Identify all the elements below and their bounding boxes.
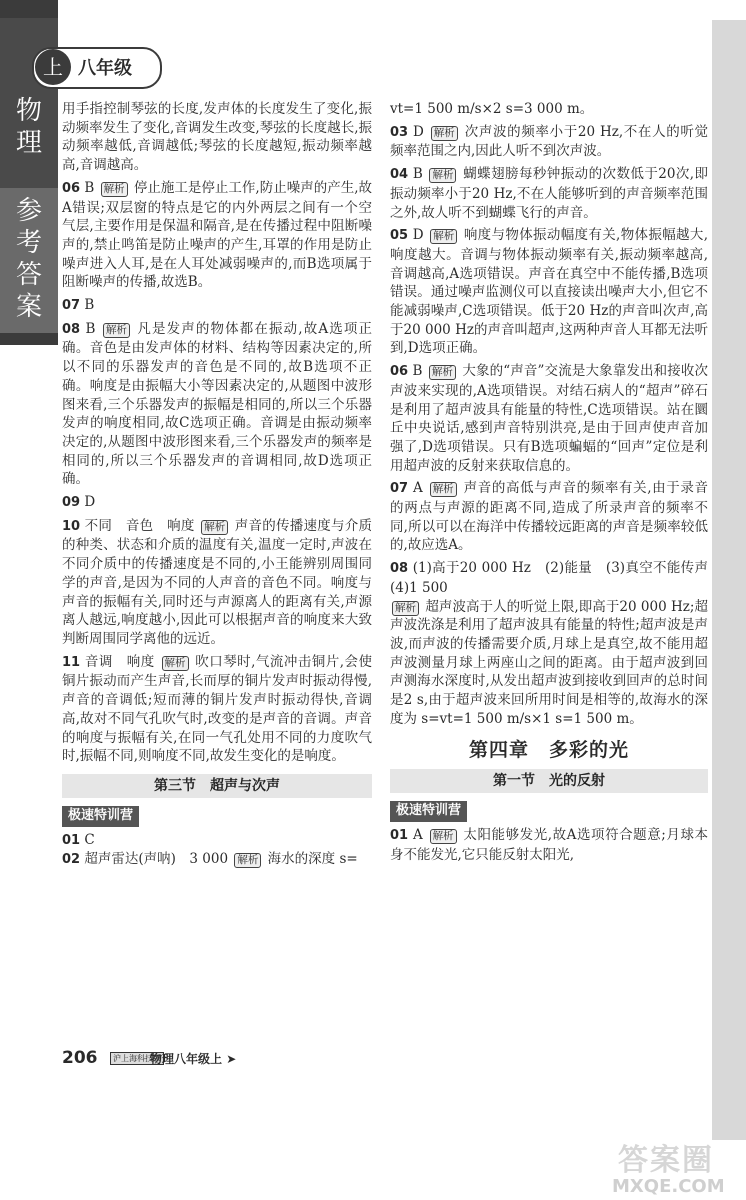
analysis-tag: 解析	[431, 126, 458, 141]
question-number: 10	[62, 518, 81, 534]
watermark-url: MXQE.COM	[612, 1176, 725, 1197]
analysis-tag: 解析	[234, 853, 261, 868]
drill-label: 极速特训营	[390, 801, 467, 822]
analysis-tag: 解析	[429, 168, 456, 183]
left-column	[62, 100, 372, 870]
analysis-text: 声音的高低与声音的频率有关,由于录音的两点与声源的距离不同,造成了所录声音的频率不同,所以可以在海洋中传播较远距离的声音是频率较低的,故应选A。	[390, 480, 708, 554]
analysis-text: 海水的深度 s=	[267, 851, 358, 868]
analysis-tag: 解析	[103, 323, 130, 338]
section-title: 第三节 超声与次声	[62, 774, 372, 798]
question-number: 08	[62, 321, 81, 337]
answer-08	[62, 320, 372, 489]
answer-choice: D	[84, 494, 96, 511]
answer-05	[390, 226, 708, 358]
book-volume: 上	[210, 1052, 223, 1066]
chapter-title: 第四章 多彩的光	[468, 738, 629, 761]
answer-choice: B	[85, 320, 96, 337]
question-number: 03	[390, 124, 409, 140]
right-column	[390, 100, 722, 864]
answer-choice: A	[413, 480, 423, 497]
page-number: 206	[62, 1048, 98, 1068]
answer-08	[390, 559, 722, 597]
analysis-tag: 解析	[430, 482, 457, 497]
section-title: 第一节 光的反射	[390, 769, 708, 793]
answer-07	[390, 479, 708, 555]
answer-09	[62, 493, 372, 513]
analysis-tag: 解析	[162, 656, 189, 671]
analysis-tag: 解析	[430, 829, 457, 844]
answer-07	[62, 296, 372, 316]
answer-choice: D	[413, 123, 424, 140]
analysis-text: 大象的“声音”交流是大象靠发出和接收次声波来实现的,A选项错误。对结石病人的“超声”碎石是利用了超声波具有能量的特性,C选项错误。站在圜丘中央说话,感到声音特别洪亮,是由于回声使声音加强了,D选项错误。只有B选项蝙蝠的“回声”定位是利用超声波的反射来获取信息的。	[390, 363, 709, 474]
question-number: 06	[62, 180, 81, 196]
analysis-tag: 解析	[201, 520, 228, 535]
answer-s02	[62, 850, 372, 870]
question-number: 06	[390, 364, 409, 380]
answer-choice: A	[412, 826, 423, 843]
answers-label: 参考答案	[15, 196, 42, 322]
question-number: 05	[390, 228, 409, 244]
question-number: 07	[62, 298, 81, 314]
subject-label: 物理	[15, 96, 42, 158]
volume-badge: 上	[35, 49, 71, 85]
analysis-tag: 解析	[430, 229, 457, 244]
analysis-text: 凡是发声的物体都在振动,故A选项正确。音色是由发声体的材料、结构等因素决定的,所以不同的乐器发声的音色是不同的,故B选项不正确。响度是由振幅大小等因素决定的,从题图中波形图来看,三个乐器发声的振幅是相同的,所以三个乐器发声的响度相同,故C选项正确。音调是由振动频率决定的,从题图中波形图来看,三个乐器发声的频率是相同的,所以三个乐器发声的音调相同,故D选项正确。	[62, 320, 373, 488]
answer-06	[390, 362, 708, 475]
question-number: 09	[62, 495, 81, 511]
grade-label: 八年级	[78, 58, 132, 79]
analysis-text: 蝴蝶翅膀每秒钟振动的次数低于20次,即振动频率小于20 Hz,不在人能够听到的声音频率范围之外,故人听不到蝴蝶飞行的声音。	[390, 166, 709, 221]
question-number: 01	[62, 832, 81, 848]
answer-choice: B	[412, 363, 423, 380]
answer-s01	[62, 831, 372, 851]
analysis-text: 声音的传播速度与介质的种类、状态和介质的温度有关,温度一定时,声波在不同介质中的传播速度是不同的,小王能辨别周围同学的声音,是因为不同的人声音的音色不同。响度与声音的振幅有关,同时还与声源离人的距离有关,声源离人越远,响度越小,因此可以根据声音的响度来大致判断周围同学离他的远近。	[62, 517, 373, 647]
drill-label: 极速特训营	[62, 806, 139, 827]
question-number: 02	[62, 852, 81, 868]
arrow-icon: ➤	[226, 1052, 237, 1066]
answer-10	[62, 517, 372, 649]
answer-choice: B	[84, 179, 95, 196]
answer-choice: 超声雷达(声呐) 3 000	[84, 851, 229, 868]
analysis-tag: 解析	[101, 182, 128, 197]
analysis-tag: 解析	[429, 365, 456, 380]
answer-11	[62, 653, 372, 766]
analysis-text: 停止施工是停止工作,防止噪声的产生,故A错误;双层窗的特点是它的内外两层之间有一个空气层,主要作用是保温和隔音,是在传播过程中阻断噪声的,禁止鸣笛是防止噪声的产生,耳罩的作用是防止噪声进入人耳,是在人耳处减弱噪声的,而B选项属于阻断噪声的传播,故选B。	[62, 179, 372, 291]
question-number: 11	[62, 654, 81, 670]
answer-08-analysis	[390, 598, 708, 729]
question-number: 01	[390, 827, 409, 843]
book-name: 物理八年级	[150, 1052, 211, 1066]
answer-04	[390, 165, 708, 222]
answer-choice: 不同 音色 响度	[84, 517, 195, 534]
analysis-tag: 解析	[392, 601, 419, 616]
question-number: 04	[390, 167, 409, 183]
publisher-badge: 沪上海科技版	[110, 1052, 164, 1065]
answer-choice: B	[84, 297, 95, 314]
analysis-text: 太阳能够发光,故A选项符合题意;月球本身不能发光,它只能反射太阳光,	[390, 826, 709, 863]
answer-choice: B	[412, 166, 423, 183]
answer-choice: C	[84, 831, 95, 848]
book-title	[150, 1050, 236, 1067]
analysis-text: 超声波高于人的听觉上限,即高于20 000 Hz;超声波洗涤是利用了超声波具有能量的特性;超声波是声波,而声波的传播需要介质,月球上是真空,故不能用超声波测量月球上两座山之间的距离。由于超声波到回声测海水深度时,从发出超声波到接收到回声的总时间是2 s,由于超声波来回所用时间是相等的,故海水的深度为 s=vt=1 500 m/s×1 s=1 500 m。	[390, 598, 708, 727]
watermark-brand: 答案圈	[618, 1143, 714, 1178]
analysis-text: 次声波的频率小于20 Hz,不在人的听觉频率范围之内,因此人听不到次声波。	[390, 123, 708, 160]
answer-choice: D	[412, 227, 424, 244]
answer-06	[62, 179, 372, 292]
answer-continuation: 用手指控制琴弦的长度,发声体的长度发生了变化,振动频率发生了变化,音调发生改变,琴弦的长度越长,振动频率越低,音调越低;琴弦的长度越短,振动频率越高,音调越高。	[62, 101, 372, 174]
answer-03	[390, 123, 708, 161]
answer-s01	[390, 826, 708, 864]
question-number: 07	[390, 481, 409, 497]
answer-choice: 音调 响度	[84, 653, 155, 670]
page-edge-strip	[712, 20, 746, 1140]
question-number: 08	[390, 561, 409, 577]
analysis-text: 响度与物体振动幅度有关,物体振幅越大,响度越大。音调与物体振动频率有关,振动频率越高,音调越高,A选项错误。声音在真空中不能传播,B选项错误。通过噪声监测仪可以直接读出噪声大小,但它不能减弱噪声,C选项错误。低于20 Hz的声音叫次声,高于20 000 Hz的声音叫超声,这两种声音人耳都无法听到,D选项正确。	[390, 227, 709, 357]
answer-choice: (1)高于20 000 Hz (2)能量 (3)真空不能传声 (4)1 500	[390, 560, 722, 596]
analysis-text: 吹口琴时,气流冲击铜片,会使铜片振动而产生声音,长而厚的铜片发声时振动得慢,声音的音调低;短而薄的铜片发声时振动得快,音调高,故对不同气孔吹气时,改变的是声音的音调。声音的响度与振幅有关,在同一气孔处用不同的力度吹气时,振幅不同,则响度不同,故发生变化的是响度。	[62, 653, 372, 765]
answer-continuation: vt=1 500 m/s×2 s=3 000 m。	[390, 101, 594, 117]
